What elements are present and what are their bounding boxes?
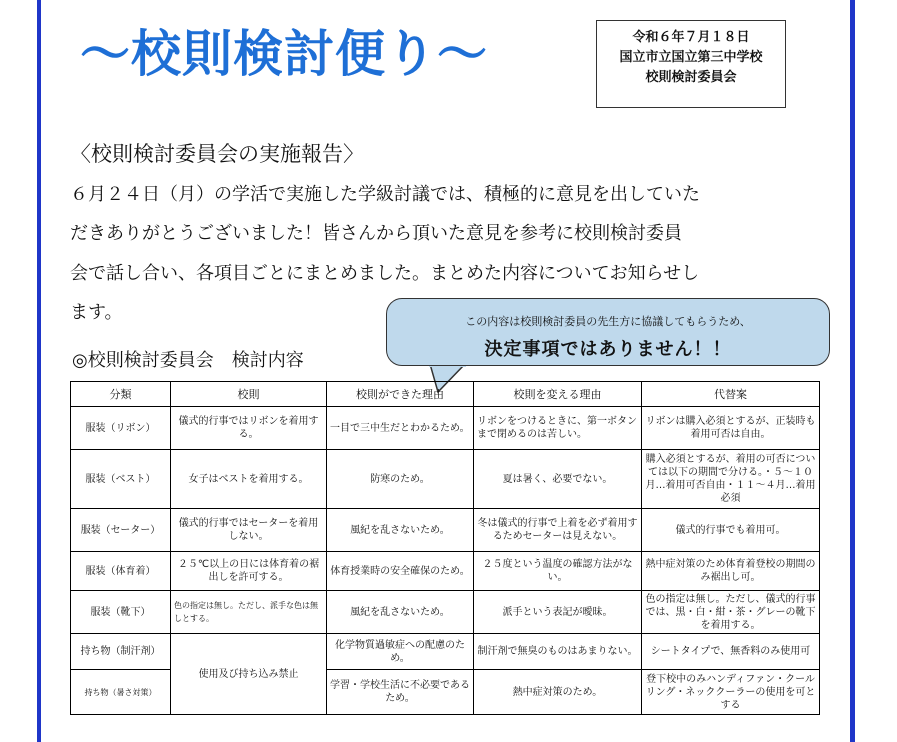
school-name: 国立市立国立第三中学校 — [619, 50, 763, 65]
info-box — [596, 20, 786, 108]
callout-bubble — [386, 298, 830, 366]
category-cell: 服装（ベスト） — [71, 450, 171, 509]
table-header-row — [71, 382, 820, 407]
change-reason-cell: ２５度という温度の確認方法がない。 — [474, 552, 642, 591]
reason-cell: 化学物質過敏症への配慮のため。 — [327, 634, 474, 670]
category-cell: 持ち物（制汗剤） — [71, 634, 171, 670]
alternative-cell: 色の指定は無し。ただし、儀式的行事では、黒・白・紺・茶・グレーの靴下を着用する。 — [642, 591, 820, 634]
rule-cell: 色の指定は無し。ただし、派手な色は無しとする。 — [171, 591, 327, 634]
category-cell: 服装（セーター） — [71, 509, 171, 552]
right-margin — [853, 0, 897, 742]
change-reason-cell: 夏は暑く、必要でない。 — [474, 450, 642, 509]
alternative-cell: 購入必須とするが、着用の可否については以下の期間で分ける。・５～１０月…着用可否自由・１１～４月…着用必須 — [642, 450, 820, 509]
table-row — [71, 591, 820, 634]
change-reason-cell: 熱中症対策のため。 — [474, 670, 642, 715]
category-cell: 持ち物（暑さ対策） — [71, 670, 171, 715]
column-header: 校則ができた理由 — [327, 382, 474, 407]
paragraph-line: ます。 — [70, 302, 123, 323]
paragraph-line: 会で話し合い、各項目ごとにまとめました。まとめた内容についてお知らせし — [70, 263, 700, 284]
subheading: ◎校則検討委員会 検討内容 — [72, 350, 304, 371]
reason-cell: 学習・学校生活に不必要であるため。 — [327, 670, 474, 715]
alternative-cell: シートタイプで、無香料のみ使用可 — [642, 634, 820, 670]
newsletter-title: ～校則検討便り～ — [80, 25, 488, 83]
left-border-rule — [37, 0, 41, 742]
paragraph-line: ６月２４日（月）の学活で実施した学級討議では、積極的に意見を出していた — [70, 184, 700, 205]
rule-cell: 使用及び持ち込み禁止 — [171, 634, 327, 715]
section-heading: 〈校則検討委員会の実施報告〉 — [70, 142, 364, 166]
rule-cell: 女子はベストを着用する。 — [171, 450, 327, 509]
change-reason-cell: 冬は儀式的行事で上着を必ず着用するためセーターは見えない。 — [474, 509, 642, 552]
paragraph-line: だきありがとうございました！皆さんから頂いた意見を参考に校則検討委員 — [70, 223, 682, 244]
reason-cell: 風紀を乱さないため。 — [327, 509, 474, 552]
alternative-cell: 登下校中のみハンディファン・クールリング・ネッククーラーの使用を可とする — [642, 670, 820, 715]
callout-note: この内容は校則検討委員の先生方に協議してもらうため、 — [465, 315, 751, 328]
table-row — [71, 552, 820, 591]
change-reason-cell: 派手という表記が曖昧。 — [474, 591, 642, 634]
reason-cell: 体育授業時の安全確保のため。 — [327, 552, 474, 591]
alternative-cell: 熱中症対策のため体育着登校の期間のみ裾出し可。 — [642, 552, 820, 591]
rule-cell: 儀式的行事ではリボンを着用する。 — [171, 407, 327, 450]
left-margin — [0, 0, 36, 742]
reason-cell: 風紀を乱さないため。 — [327, 591, 474, 634]
rule-cell: 儀式的行事ではセーターを着用しない。 — [171, 509, 327, 552]
alternative-cell: リボンは購入必須とするが、正装時も着用可否は自由。 — [642, 407, 820, 450]
category-cell: 服装（靴下） — [71, 591, 171, 634]
right-border-rule — [850, 0, 855, 742]
table-row — [71, 509, 820, 552]
reason-cell: 防寒のため。 — [327, 450, 474, 509]
column-header: 代替案 — [642, 382, 820, 407]
table-row — [71, 407, 820, 450]
issue-date: 令和６年７月１８日 — [632, 30, 750, 45]
table-row — [71, 634, 820, 670]
category-cell: 服装（体育着） — [71, 552, 171, 591]
column-header: 分類 — [71, 382, 171, 407]
column-header: 校則 — [171, 382, 327, 407]
callout-warning: 決定事項ではありません！！ — [484, 339, 732, 360]
change-reason-cell: 制汗剤で無臭のものはあまりない。 — [474, 634, 642, 670]
reason-cell: 一目で三中生だとわかるため。 — [327, 407, 474, 450]
committee-name: 校則検討委員会 — [645, 70, 737, 85]
column-header: 校則を変える理由 — [474, 382, 642, 407]
category-cell: 服装（リボン） — [71, 407, 171, 450]
alternative-cell: 儀式的行事でも着用可。 — [642, 509, 820, 552]
table-row — [71, 450, 820, 509]
rule-cell: ２５℃以上の日には体育着の裾出しを許可する。 — [171, 552, 327, 591]
change-reason-cell: リボンをつけるときに、第一ボタンまで閉めるのは苦しい。 — [474, 407, 642, 450]
rules-table — [70, 381, 820, 715]
